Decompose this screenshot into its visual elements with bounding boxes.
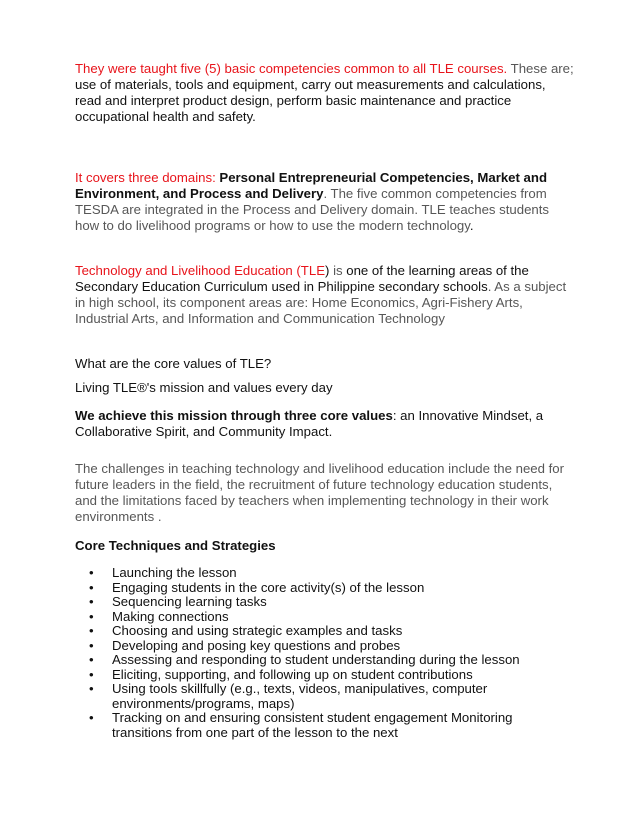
competencies-these-are: These are; (507, 61, 574, 76)
list-item (75, 610, 575, 625)
tle-definition-close: ) (325, 263, 330, 278)
bullet-icon: • (89, 652, 94, 667)
list-item-text: Launching the lesson (112, 565, 237, 580)
paragraph-domains (75, 170, 575, 234)
list-item (75, 581, 575, 596)
competencies-lead: They were taught five (5) basic competencies common to all TLE courses. (75, 61, 508, 76)
list-item-text: Choosing and using strategic examples and tasks (112, 623, 403, 638)
domains-period: . (469, 218, 474, 233)
list-item (75, 668, 575, 683)
tle-definition-lead: Technology and Livelihood Education (TLE (75, 263, 325, 278)
bullet-icon: • (89, 710, 94, 725)
list-item (75, 711, 575, 740)
domains-lead: It covers three domains: (75, 170, 220, 185)
list-item-text: Developing and posing key questions and probes (112, 637, 401, 653)
tle-definition-is: is (329, 263, 347, 278)
bullet-icon: • (89, 565, 94, 580)
list-item (75, 682, 575, 711)
techniques-list (75, 566, 575, 740)
core-techniques-heading: Core Techniques and Strategies (75, 538, 276, 553)
domains-description: . The five common competencies from TESDA are integrated in the Process and Delivery domain. TLE teaches students how to do livelihood programs or how to use the modern technology (75, 186, 550, 233)
core-values-lead: We achieve this mission through three core values (75, 408, 393, 423)
bullet-icon: • (89, 681, 94, 696)
list-item-text: Using tools skillfully (e.g., texts, videos, manipulatives, computer environments/programs, maps) (112, 681, 488, 711)
paragraph-competencies (75, 61, 575, 125)
list-item-text: Tracking on and ensuring consistent student engagement Monitoring transitions from one part of the lesson to the next (112, 710, 513, 740)
bullet-icon: • (89, 637, 94, 653)
paragraph-core-values (75, 408, 575, 440)
bullet-icon: • (89, 666, 94, 682)
bullet-icon: • (89, 579, 94, 595)
bullet-icon: • (89, 594, 94, 609)
list-item (75, 566, 575, 581)
list-item (75, 639, 575, 654)
list-item (75, 595, 575, 610)
bullet-icon: • (89, 623, 94, 638)
paragraph-tle-definition (75, 263, 575, 327)
list-item-text: Sequencing learning tasks (112, 594, 267, 609)
list-item (75, 624, 575, 639)
list-item-text: Eliciting, supporting, and following up on student contributions (112, 666, 473, 682)
core-values-question: What are the core values of TLE? (75, 356, 272, 371)
tle-definition-learning-area: one of the learning areas of the Secondary Education Curriculum used in Philippine secondary schools (75, 263, 529, 294)
list-item-text: Making connections (112, 608, 229, 624)
list-item-text: Engaging students in the core activity(s) of the lesson (112, 579, 425, 595)
bullet-icon: • (89, 608, 94, 624)
list-item-text: Assessing and responding to student understanding during the lesson (112, 652, 520, 667)
tle-definition-components: . As a subject in high school, its component areas are: Home Economics, Agri-Fishery Arts, Industrial Arts, and Information and Communication Technology (75, 279, 567, 326)
list-item (75, 653, 575, 668)
mission-statement: Living TLE®'s mission and values every day (75, 380, 333, 395)
competencies-list: use of materials, tools and equipment, carry out measurements and calculations, read and interpret product design, perform basic maintenance and practice occupational health and safety. (75, 77, 546, 124)
paragraph-challenges: The challenges in teaching technology and livelihood education include the need for future leaders in the field, the recruitment of future technology education students, and the limitations faced by teachers when implementing technology in their work environments . (75, 461, 565, 524)
domains-names: Personal Entrepreneurial Competencies, Market and Environment, and Process and Delivery (75, 170, 548, 201)
core-values-list: : an Innovative Mindset, a Collaborative Spirit, and Community Impact. (75, 408, 544, 439)
